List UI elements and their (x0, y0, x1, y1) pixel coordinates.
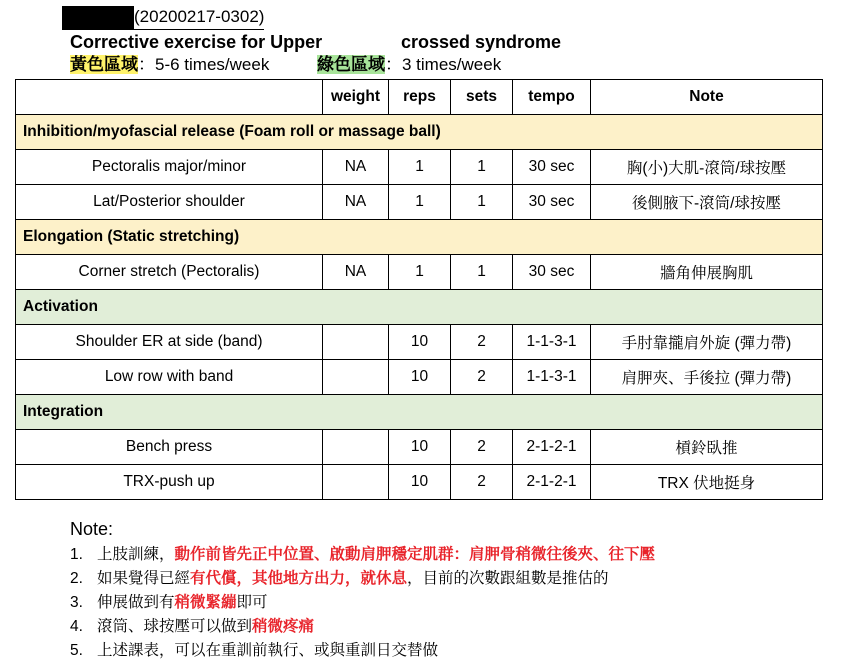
tempo-cell: 1-1-3-1 (513, 325, 591, 360)
legend-green-label: 綠色區域 (317, 55, 385, 74)
note-emphasis-text: 稍微疼痛 (252, 618, 315, 635)
note-emphasis-text: 稍微緊繃 (174, 594, 237, 611)
col-header-sets: sets (451, 80, 513, 115)
note-item (70, 591, 655, 615)
note-item (70, 615, 655, 639)
legend-yellow-label: 黃色區域 (70, 55, 138, 74)
tempo-cell: 30 sec (513, 185, 591, 220)
note-number: 2. (70, 570, 83, 587)
note-cell: 手肘靠攏肩外旋 (彈力帶) (591, 325, 823, 360)
note-item (70, 567, 655, 591)
note-cell: 槓鈴臥推 (591, 430, 823, 465)
table-row (16, 325, 823, 360)
note-number: 1. (70, 546, 83, 563)
note-number: 5. (70, 642, 83, 659)
note-cell: 胸(小)大肌-滾筒/球按壓 (591, 150, 823, 185)
exercise-name-cell: Pectoralis major/minor (16, 150, 323, 185)
table-row (16, 185, 823, 220)
legend-green-freq: ：3 times/week (385, 55, 502, 74)
section-row (16, 220, 823, 255)
tempo-cell: 30 sec (513, 255, 591, 290)
note-emphasis-text: 有代償，其他地方出力，就休息 (190, 570, 408, 587)
exercise-name-cell: Shoulder ER at side (band) (16, 325, 323, 360)
section-title: Integration (16, 395, 823, 430)
title-part2: crossed syndrome (401, 32, 562, 52)
note-text: ，目前的次數跟組數是推估的 (407, 570, 609, 587)
notes-title: Note: (70, 519, 114, 539)
note-number: 3. (70, 594, 83, 611)
document-id: (20200217-0302) (134, 6, 264, 30)
sets-cell: 2 (451, 465, 513, 500)
section-title: Activation (16, 290, 823, 325)
note-text: 即可 (236, 594, 268, 611)
col-header-weight: weight (323, 80, 389, 115)
reps-cell: 1 (389, 150, 451, 185)
note-text: 伸展做到有 (97, 594, 175, 611)
exercise-table (15, 79, 823, 500)
weight-cell (323, 325, 389, 360)
note-item (70, 639, 655, 663)
redacted-name-block (62, 6, 134, 30)
note-cell: 肩胛夾、手後拉 (彈力帶) (591, 360, 823, 395)
note-cell: TRX 伏地挺身 (591, 465, 823, 500)
note-text: 上述課表，可以在重訓前執行、或與重訓日交替做 (97, 642, 439, 659)
col-header-note: Note (591, 80, 823, 115)
note-emphasis-text: 動作前皆先正中位置、啟動肩胛穩定肌群：肩胛骨稍微往後夾、往下壓 (174, 546, 656, 563)
notes-list (70, 543, 655, 663)
exercise-name-cell: TRX-push up (16, 465, 323, 500)
note-number: 4. (70, 618, 83, 635)
sets-cell: 1 (451, 185, 513, 220)
note-text: 上肢訓練， (97, 546, 175, 563)
note-cell: 後側腋下-滾筒/球按壓 (591, 185, 823, 220)
legend-yellow-freq: ：5-6 times/week (138, 55, 270, 74)
weight-cell (323, 360, 389, 395)
sets-cell: 1 (451, 150, 513, 185)
section-title: Elongation (Static stretching) (16, 220, 823, 255)
table-body (16, 115, 823, 500)
exercise-name-cell: Low row with band (16, 360, 323, 395)
weight-cell (323, 465, 389, 500)
weight-cell: NA (323, 255, 389, 290)
reps-cell: 10 (389, 360, 451, 395)
section-row (16, 395, 823, 430)
tempo-cell: 30 sec (513, 150, 591, 185)
sets-cell: 2 (451, 430, 513, 465)
section-row (16, 115, 823, 150)
sets-cell: 2 (451, 325, 513, 360)
sets-cell: 2 (451, 360, 513, 395)
note-text: 如果覺得已經 (97, 570, 191, 587)
sets-cell: 1 (451, 255, 513, 290)
tempo-cell: 2-1-2-1 (513, 465, 591, 500)
weight-cell: NA (323, 185, 389, 220)
table-row (16, 255, 823, 290)
exercise-name-cell: Bench press (16, 430, 323, 465)
tempo-cell: 2-1-2-1 (513, 430, 591, 465)
reps-cell: 10 (389, 465, 451, 500)
section-row (16, 290, 823, 325)
note-cell: 牆角伸展胸肌 (591, 255, 823, 290)
title-part1: Corrective exercise for Upper (70, 32, 323, 52)
note-text: 滾筒、球按壓可以做到 (97, 618, 253, 635)
tempo-cell: 1-1-3-1 (513, 360, 591, 395)
exercise-name-cell: Corner stretch (Pectoralis) (16, 255, 323, 290)
notes-block (70, 518, 655, 663)
weight-cell: NA (323, 150, 389, 185)
exercise-name-cell: Lat/Posterior shoulder (16, 185, 323, 220)
col-header-reps: reps (389, 80, 451, 115)
weight-cell (323, 430, 389, 465)
col-header-tempo: tempo (513, 80, 591, 115)
table-row (16, 430, 823, 465)
reps-cell: 10 (389, 325, 451, 360)
legend-yellow (70, 54, 269, 76)
table-row (16, 150, 823, 185)
table-header-row (16, 80, 823, 115)
table-row (16, 360, 823, 395)
col-header-exercise (16, 80, 323, 115)
table-row (16, 465, 823, 500)
reps-cell: 10 (389, 430, 451, 465)
reps-cell: 1 (389, 185, 451, 220)
note-item (70, 543, 655, 567)
reps-cell: 1 (389, 255, 451, 290)
legend-green (317, 54, 501, 76)
section-title: Inhibition/myofascial release (Foam roll or massage ball) (16, 115, 823, 150)
